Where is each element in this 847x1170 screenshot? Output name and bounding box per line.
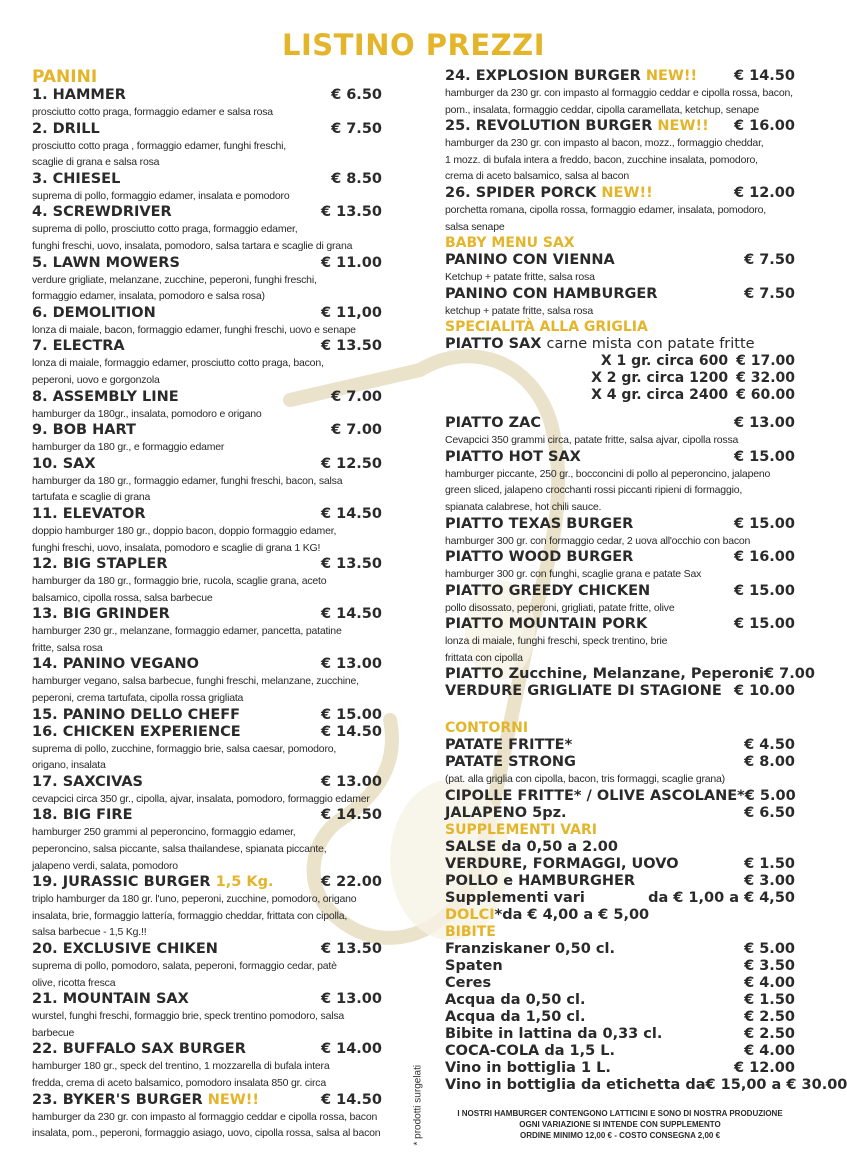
dolci-price: *da € 4,00 a € 5,00 [494, 907, 650, 924]
description-line: olive, ricotta fresca [32, 976, 116, 989]
item-price: € 1.50 [744, 856, 795, 873]
item-price: € 15.00 [320, 706, 382, 723]
item-price: € 4.50 [744, 737, 795, 754]
item-description [32, 673, 382, 706]
menu-item-row [32, 338, 382, 355]
menu-item-row [445, 583, 795, 600]
item-price: € 14.50 [320, 1091, 382, 1108]
menu-item-row [445, 286, 795, 303]
description-line: pom., insalata, formaggio ceddar, cipolla caramellata, ketchup, senape [445, 103, 760, 116]
new-badge: NEW!! [601, 184, 653, 201]
item-price: € 13.50 [320, 556, 382, 573]
description-line: jalapeno verdi, salata, pomodoro [32, 859, 178, 872]
new-badge: NEW!! [645, 68, 698, 84]
item-name: 6. DEMOLITION [32, 304, 156, 321]
item-name: 20. EXCLUSIVE CHIKEN [32, 941, 218, 957]
item-name: VERDURE GRIGLIATE DI STAGIONE [445, 683, 722, 700]
item-description [445, 600, 795, 617]
item-price: € 4.00 [744, 975, 795, 992]
menu-item-row [445, 1060, 795, 1077]
description-line: funghi freschi, uovo, insalata, pomodoro e scaglie di grana 1 KG! [32, 541, 321, 554]
menu-item-row [32, 255, 382, 272]
item-price: € 6.50 [744, 805, 795, 822]
description-line: origano, insalata [32, 759, 106, 772]
piatto-sax-option [445, 370, 795, 387]
item-name: 9. BOB HART [32, 422, 136, 439]
menu-item-row [32, 506, 382, 523]
description-line: formaggio edamer, insalata, pomodoro e salsa rosa) [32, 290, 265, 303]
description-line: wurstel, funghi freschi, formaggio brie, speck trentino pomodoro, salsa [32, 1010, 345, 1023]
menu-item-row [445, 252, 795, 269]
menu-item-row [32, 707, 382, 724]
item-name: 8. ASSEMBLY LINE [32, 388, 179, 405]
item-description [445, 303, 795, 320]
menu-item-row [32, 774, 382, 791]
menu-item-row [445, 1043, 795, 1060]
item-name: 18. BIG FIRE [32, 807, 133, 824]
item-price: € 5.00 [744, 788, 796, 805]
description-line: 1 mozz. di bufala intera a freddo, bacon, zucchine insalata, pomodoro, [445, 153, 758, 166]
item-description [32, 322, 382, 339]
item-name: Supplementi vari [445, 890, 585, 907]
menu-item-row [32, 941, 382, 958]
item-name: 10. SAX [32, 455, 96, 472]
item-description [32, 573, 382, 606]
item-name: 4. SCREWDRIVER [32, 204, 172, 221]
menu-item-row [445, 873, 795, 890]
item-price: € 14.00 [320, 1041, 382, 1058]
item-description [445, 432, 795, 449]
item-description [32, 439, 382, 456]
item-name: 16. CHICKEN EXPERIENCE [32, 723, 241, 740]
menu-item-row [445, 737, 795, 754]
item-price: € 13.00 [320, 991, 382, 1008]
item-price: € 3.50 [744, 958, 795, 975]
description-line: funghi freschi, uovo, insalata, pomodoro, salsa tartara e scaglie di grana [32, 239, 353, 252]
menu-item-row [445, 666, 815, 683]
item-description [445, 269, 795, 286]
item-name: PIATTO MOUNTAIN PORK [445, 616, 648, 633]
description-line: scaglie di grana e salsa rosa [32, 156, 160, 169]
item-description [32, 741, 382, 774]
section-heading: PANINI [32, 67, 98, 87]
menu-item-row [445, 683, 795, 700]
item-description [32, 1008, 382, 1041]
item-name: PIATTO ZAC [445, 415, 541, 432]
item-name: Spaten [445, 958, 503, 975]
item-price: € 15.00 [733, 515, 795, 532]
item-name: 13. BIG GRINDER [32, 606, 170, 623]
description-line: salsa barbecue - 1,5 Kg.!! [32, 926, 147, 939]
menu-item-row [32, 171, 382, 188]
item-description [32, 891, 382, 941]
item-price: € 7.50 [744, 252, 795, 269]
item-price: € 12.50 [320, 455, 382, 472]
menu-item-row [32, 1092, 382, 1109]
item-price: € 13.50 [320, 941, 382, 957]
footer-line: ORDINE MINIMO 12,00 € - COSTO CONSEGNA 2,00 € [519, 1131, 721, 1140]
item-price: € 10.00 [733, 683, 795, 700]
item-price: € 15.00 [733, 616, 795, 633]
item-name: PATATE STRONG [445, 754, 576, 771]
piatto-sax-option [445, 387, 795, 404]
description-line: hamburger 300 gr. con formaggio cedar, 2 uova all'occhio con bacon [445, 534, 751, 547]
menu-item-row [445, 1009, 795, 1026]
description-line: Ketchup + patate fritte, salsa rosa [445, 271, 595, 284]
item-price: € 7.50 [744, 285, 795, 302]
menu-item-row [445, 788, 795, 805]
description-line: green sliced, jalapeno crocchanti rossi piccanti ripieni di formaggio, [445, 484, 743, 497]
item-description [32, 406, 382, 423]
footer-line: OGNI VARIAZIONE SI INTENDE CON SUPPLEMENTO [519, 1120, 721, 1129]
item-name: 5. LAWN MOWERS [32, 254, 180, 271]
description-line: tartufata e scaglie di grana [32, 491, 151, 504]
left-column [32, 68, 382, 1142]
item-description [445, 633, 795, 666]
menu-item-row [32, 874, 382, 891]
description-line: hamburger da 230 gr. con impasto al formaggio ceddar e cipolla rossa, bacon, [445, 87, 793, 99]
menu-item-row [32, 305, 382, 322]
item-price: € 15.00 [733, 448, 795, 465]
item-price: € 14.50 [320, 505, 382, 522]
description-line: peperoni, uovo e gorgonzola [32, 373, 160, 386]
menu-item-row [32, 991, 382, 1008]
menu-item-row [445, 1077, 847, 1094]
menu-item-row [445, 616, 795, 633]
description-line: doppio hamburger 180 gr., doppio bacon, doppio formaggio edamer, [32, 524, 337, 537]
item-price: € 12.00 [733, 1060, 795, 1077]
description-line: pollo disossato, peperoni, grigliati, patate fritte, olive [445, 601, 675, 614]
description-line: lonza di maiale, bacon, formaggio edamer, funghi freschi, uovo e senape [32, 323, 356, 336]
menu-item-row [445, 549, 795, 566]
item-price: € 5.00 [744, 941, 795, 958]
item-description [32, 958, 382, 991]
item-description [32, 221, 382, 254]
menu-item-row [32, 456, 382, 473]
description-line: suprema di pollo, formaggio edamer, insalata e pomodoro [32, 189, 290, 202]
menu-item-row [32, 606, 382, 623]
item-price: € 13.50 [320, 338, 382, 355]
description-line: suprema di pollo, prosciutto cotto praga, formaggio edamer, [32, 223, 298, 236]
footer-line: I NOSTRI HAMBURGER CONTENGONO LATTICINI E SONO DI NOSTRA PRODUZIONE [457, 1109, 783, 1118]
description-line: hamburger da 230 gr. con impasto al formaggio ceddar e cipolla rossa, bacon [32, 1110, 378, 1123]
item-name: VERDURE, FORMAGGI, UOVO [445, 856, 679, 873]
description-line: barbecue [32, 1026, 75, 1039]
menu-item-row [32, 724, 382, 741]
item-name: Bibite in lattina da 0,33 cl. [445, 1026, 663, 1043]
item-name: Vino in bottiglia 1 L. [445, 1060, 611, 1077]
item-name: PIATTO TEXAS BURGER [445, 515, 634, 532]
item-name: Vino in bottiglia da etichetta da [445, 1077, 706, 1094]
description-line: hamburger da 180 gr., e formaggio edamer [32, 441, 225, 454]
description-line: crema di aceto balsamico, salsa al bacon [445, 170, 630, 183]
description-line: fredda, crema di aceto balsamico, pomodoro insalata 850 gr. circa [32, 1076, 326, 1089]
menu-item-row [445, 890, 795, 907]
item-name: CIPOLLE FRITTE* / OLIVE ASCOLANE* [445, 788, 745, 805]
item-name: Acqua da 0,50 cl. [445, 992, 586, 1009]
description-line: hamburger 180 gr., speck del trentino, 1 mozzarella di bufala intera [32, 1060, 330, 1073]
item-description [445, 202, 795, 235]
description-line: peperoni, crema tartufata, cipolla rossa grigliata [32, 692, 244, 705]
item-price: € 7.50 [331, 120, 382, 137]
description-line: spianata calabrese, hot chili sauce. [445, 500, 602, 513]
item-price: € 22.00 [320, 874, 382, 891]
item-price: € 15.00 [733, 582, 795, 599]
item-name: PANINO CON HAMBURGER [445, 285, 658, 302]
description-line: suprema di pollo, zucchine, formaggio brie, salsa caesar, pomodoro, [32, 742, 337, 755]
item-name: 1. HAMMER [32, 87, 126, 103]
menu-item-row [32, 422, 382, 439]
description-line: hamburger piccante, 250 gr., bocconcini di pollo al peperoncino, jalapeno [445, 467, 771, 480]
item-name: 2. DRILL [32, 120, 100, 137]
section-heading: CONTORNI [445, 720, 529, 737]
description-line: peperoncino, salsa piccante, salsa thailandese, spianata piccante, [32, 843, 327, 856]
item-name: POLLO e HAMBURGHER [445, 873, 636, 890]
description-line: insalata, brie, formaggio lattería, formaggio cheddar, frittata con cipolla, [32, 909, 348, 922]
item-name: 17. SAXCIVAS [32, 773, 144, 790]
description-line: lonza di maiale, formaggio edamer, prosciutto cotto praga, bacon, [32, 357, 324, 370]
dolci-row [445, 907, 795, 924]
description-line: hamburger 230 gr., melanzane, formaggio edamer, pancetta, patatine [32, 625, 342, 638]
item-price: € 13.50 [320, 204, 382, 221]
item-price: € 4.00 [744, 1043, 795, 1060]
item-description [32, 824, 382, 874]
description-line: lonza di maiale, funghi freschi, speck trentino, brie [445, 635, 668, 648]
item-description [32, 138, 382, 171]
new-badge: NEW!! [657, 118, 709, 135]
new-badge: NEW!! [207, 1091, 260, 1108]
menu-item-row [445, 805, 795, 822]
item-name: PANINO CON VIENNA [445, 252, 615, 269]
item-price: € 8.50 [331, 170, 382, 187]
menu-item-row [32, 556, 382, 573]
item-price: € 2.50 [744, 1009, 795, 1026]
item-price: € 3.00 [744, 873, 795, 890]
right-column [445, 68, 847, 1094]
description-line: verdure grigliate, melanzane, zucchine, peperoni, funghi freschi, [32, 273, 317, 286]
menu-item-row [32, 807, 382, 824]
description-line: fritte, salsa rosa [32, 641, 103, 654]
item-description [445, 566, 795, 583]
item-description [32, 791, 382, 808]
section-heading: SPECIALITÀ ALLA GRIGLIA [445, 319, 648, 336]
menu-item-row [445, 941, 795, 958]
description-line: hamburger 300 gr. con funghi, scaglie grana e patate Sax [445, 568, 702, 581]
menu-item-row [445, 754, 795, 771]
item-price: € 13.00 [320, 656, 382, 673]
item-name: 22. BUFFALO SAX BURGER [32, 1041, 246, 1058]
item-description [445, 771, 795, 788]
description-line: Cevapcici 350 grammi circa, patate fritte, salsa ajvar, cipolla rossa [445, 434, 739, 447]
menu-item-row [32, 204, 382, 221]
item-name: 25. REVOLUTION BURGER NEW!! [445, 118, 709, 135]
item-description [445, 466, 795, 516]
item-price: € 6.50 [331, 87, 382, 103]
option-label: X 2 gr. circa 1200 [591, 369, 729, 386]
item-price: € 14.50 [320, 606, 382, 623]
item-name: COCA-COLA da 1,5 L. [445, 1043, 616, 1060]
description-line: suprema di pollo, pomodoro, salata, peperoni, formaggio cedar, patè [32, 960, 337, 972]
item-name: 21. MOUNTAIN SAX [32, 991, 189, 1008]
item-name: JALAPENO 5pz. [445, 805, 567, 822]
menu-item-row [445, 185, 795, 202]
menu-item-row [445, 118, 795, 135]
item-description [445, 533, 795, 550]
description-line: hamburger da 180 gr., formaggio edamer, funghi freschi, bacon, salsa [32, 474, 343, 487]
menu-item-row [32, 1041, 382, 1058]
item-description [32, 623, 382, 656]
item-price: € 7.00 [764, 666, 815, 683]
item-name: 23. BYKER'S BURGER NEW!! [32, 1091, 260, 1108]
item-name: Ceres [445, 975, 492, 992]
item-name: PIATTO SAX carne mista con patate fritte [445, 336, 755, 353]
item-name: PIATTO Zucchine, Melanzane, Peperoni [445, 666, 764, 683]
menu-item-row [445, 856, 795, 873]
piatto-sax-row [445, 336, 795, 353]
menu-item-row [32, 656, 382, 673]
option-label: X 1 gr. circa 600 [600, 353, 729, 370]
description-line: frittata con cipolla [445, 651, 523, 664]
item-name: 19. JURASSIC BURGER 1,5 Kg. [32, 874, 274, 891]
menu-item-row [445, 975, 795, 992]
menu-item-row [32, 121, 382, 138]
item-name: SALSE da 0,50 a 2.00 [445, 839, 618, 856]
item-price: € 14.50 [733, 68, 795, 84]
description-line: hamburger da 230 gr. con impasto al bacon, mozz., formaggio cheddar, [445, 137, 764, 150]
item-name [445, 907, 649, 924]
item-name: 14. PANINO VEGANO [32, 656, 200, 673]
item-name: 3. CHIESEL [32, 170, 121, 187]
section-heading: BIBITE [445, 924, 496, 941]
item-price: € 11,00 [320, 304, 382, 321]
menu-item-row [445, 415, 795, 432]
item-description [32, 1058, 382, 1091]
section-heading: BABY MENU SAX [445, 235, 575, 252]
side-note: * prodotti surgelati [412, 1064, 424, 1146]
item-description [32, 473, 382, 506]
item-note: carne mista con patate fritte [546, 336, 755, 353]
item-name: Franziskaner 0,50 cl. [445, 941, 615, 958]
description-line: prosciutto cotto praga, formaggio edamer e salsa rosa [32, 106, 273, 118]
item-price: € 13.00 [733, 415, 795, 432]
menu-item-row [445, 516, 795, 533]
item-name: 7. ELECTRA [32, 338, 125, 355]
footer-notes [445, 1108, 795, 1141]
option-label: X 4 gr. circa 2400 [591, 386, 729, 403]
description-line: hamburger vegano, salsa barbecue, funghi freschi, melanzane, zucchine, [32, 675, 359, 688]
description-line: porchetta romana, cipolla rossa, formaggio edamer, insalata, pomodoro, [445, 203, 767, 216]
page-title: LISTINO PREZZI [282, 28, 545, 62]
item-price: € 7.00 [331, 388, 382, 405]
item-price: € 12.00 [733, 184, 795, 201]
item-name: 12. BIG STAPLER [32, 556, 168, 573]
item-name: PIATTO WOOD BURGER [445, 549, 634, 566]
item-description [32, 1109, 382, 1142]
item-description [32, 355, 382, 388]
item-description [445, 135, 795, 185]
item-name: 15. PANINO DELLO CHEFF [32, 706, 241, 723]
menu-item-row [32, 87, 382, 104]
menu-item-row [445, 839, 795, 856]
item-name: PIATTO HOT SAX [445, 448, 581, 465]
menu-item-row [445, 68, 795, 85]
item-price: € 16.00 [733, 118, 795, 135]
item-name: PIATTO GREEDY CHICKEN [445, 582, 651, 599]
item-price: € 14.50 [320, 723, 382, 740]
menu-item-row [445, 992, 795, 1009]
section-heading: DOLCI [445, 907, 495, 924]
item-name: 11. ELEVATOR [32, 505, 146, 522]
item-description [32, 272, 382, 305]
option-price: € 17.00 [736, 353, 795, 370]
description-line: salsa senape [445, 220, 505, 233]
item-description [32, 188, 382, 205]
piatto-sax-option [445, 353, 795, 370]
menu-item-row [445, 958, 795, 975]
description-line: insalata, pom., peperoni, formaggio asiago, uovo, cipolla rossa, salsa al bacon [32, 1127, 381, 1140]
item-description [32, 104, 382, 121]
item-description [445, 85, 795, 118]
description-line: hamburger 250 grammi al peperoncino, formaggio edamer, [32, 826, 296, 839]
item-price: € 16.00 [733, 549, 795, 566]
item-price: € 14.50 [320, 807, 382, 824]
description-line: hamburger da 180gr., insalata, pomodoro e origano [32, 407, 262, 420]
new-badge: 1,5 Kg. [215, 874, 274, 891]
item-name: 24. EXPLOSION BURGER NEW!! [445, 68, 698, 84]
description-line: (pat. alla griglia con cipolla, bacon, tris formaggi, scaglie grana) [445, 773, 725, 786]
menu-item-row [445, 449, 795, 466]
description-line: balsamico, cipolla rossa, salsa barbecue [32, 591, 213, 604]
option-price: € 60.00 [736, 386, 795, 403]
description-line: triplo hamburger da 180 gr. l'uno, peperoni, zucchine, pomodoro, origano [32, 893, 357, 906]
menu-item-row [445, 1026, 795, 1043]
item-price: € 15,00 a € 30.00 [705, 1077, 847, 1094]
description-line: hamburger da 180 gr., formaggio brie, rucola, scaglie grana, aceto [32, 575, 327, 588]
item-price: da € 1,00 a € 4,50 [648, 890, 795, 907]
item-price: € 2.50 [744, 1026, 795, 1043]
item-name: Acqua da 1,50 cl. [445, 1009, 586, 1026]
section-heading: SUPPLEMENTI VARI [445, 822, 598, 839]
description-line: ketchup + patate fritte, salsa rosa [445, 304, 593, 317]
item-price: € 8.00 [744, 754, 795, 771]
item-price: € 13.00 [320, 773, 382, 790]
item-description [32, 523, 382, 556]
menu-item-row [32, 389, 382, 406]
item-price: € 1.50 [744, 992, 795, 1009]
item-name: 26. SPIDER PORCK NEW!! [445, 184, 653, 201]
description-line: cevapcici circa 350 gr., cipolla, ajvar, insalata, pomodoro, formaggio edamer [32, 792, 370, 805]
item-name: PATATE FRITTE* [445, 737, 573, 754]
description-line: prosciutto cotto praga , formaggio edamer, funghi freschi, [32, 139, 286, 152]
option-price: € 32.00 [736, 369, 795, 386]
item-price: € 7.00 [331, 422, 382, 439]
item-price: € 11.00 [320, 254, 382, 271]
